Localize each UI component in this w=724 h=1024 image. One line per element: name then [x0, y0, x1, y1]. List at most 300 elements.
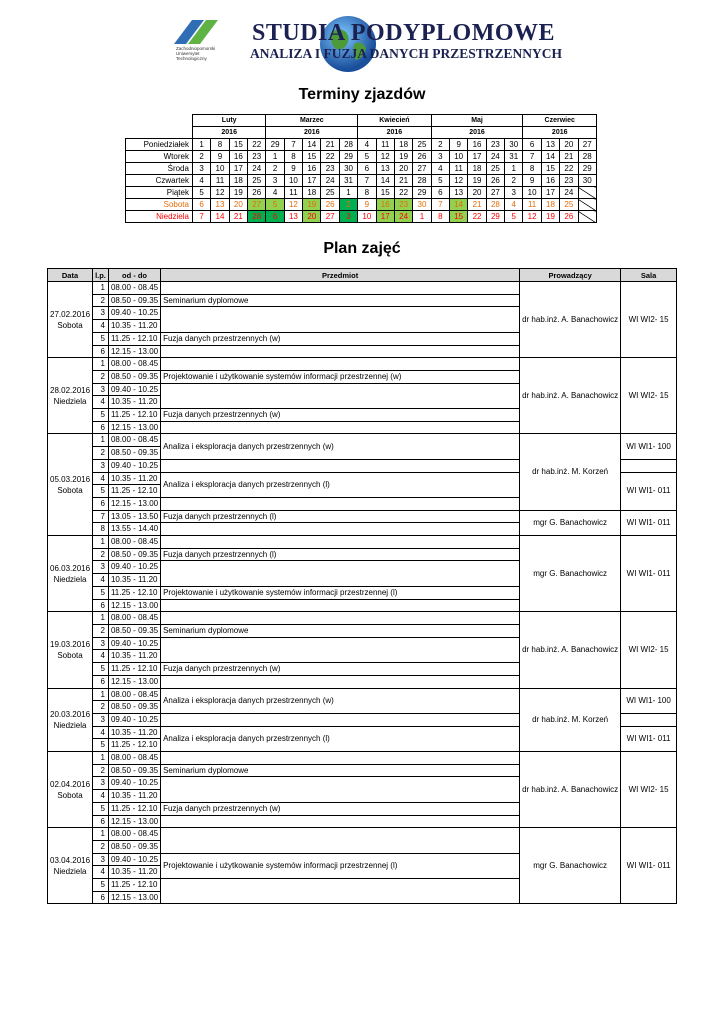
- calendar-date-cell: 29: [266, 139, 284, 151]
- calendar-date-cell: [578, 199, 596, 211]
- session-weekday: Niedziela: [53, 720, 87, 730]
- calendar-date-cell: 4: [431, 163, 449, 175]
- calendar-date-cell: 10: [450, 151, 468, 163]
- program-subtitle: ANALIZA I FUZJA DANYCH PRZESTRZENNYCH: [250, 46, 563, 61]
- calendar-date-cell: 28: [339, 139, 357, 151]
- lesson-time: 11.25 - 12.10: [108, 802, 160, 815]
- session-date-cell: [48, 536, 93, 612]
- subject-cell: Seminarium dyplomowe: [161, 624, 520, 637]
- calendar-date-cell: 12: [284, 199, 302, 211]
- subject-cell: [161, 675, 520, 688]
- terms-title: Terminy zjazdów: [298, 86, 426, 103]
- subject-cell: [161, 459, 520, 472]
- calendar-date-cell: 6: [523, 139, 541, 151]
- calendar-date-cell: 15: [541, 163, 559, 175]
- calendar-date-cell: 31: [339, 175, 357, 187]
- calendar-date-cell: 27: [248, 199, 266, 211]
- schedule-row: [48, 688, 677, 701]
- lesson-time: 08.50 - 09.35: [108, 840, 160, 853]
- calendar-month-name: Czerwiec: [523, 115, 597, 127]
- calendar-date-cell: 17: [541, 187, 559, 199]
- calendar-date-cell: 6: [358, 163, 376, 175]
- calendar-date-cell: 28: [413, 175, 431, 187]
- calendar-date-cell: 6: [431, 187, 449, 199]
- lesson-time: 13.55 - 14.40: [108, 523, 160, 536]
- lesson-number: 5: [93, 586, 109, 599]
- calendar-date-cell: 1: [266, 151, 284, 163]
- calendar-date-cell: 4: [358, 139, 376, 151]
- calendar-date-cell: 25: [413, 139, 431, 151]
- lesson-number: 4: [93, 650, 109, 663]
- calendar-date-cell: 3: [505, 187, 523, 199]
- calendar-year: 2016: [358, 127, 431, 139]
- lesson-number: 2: [93, 548, 109, 561]
- lesson-number: 3: [93, 383, 109, 396]
- lesson-number: 6: [93, 345, 109, 358]
- calendar-date-cell: 28: [248, 211, 266, 223]
- lesson-number: 1: [93, 536, 109, 549]
- lesson-time: 12.15 - 13.00: [108, 497, 160, 510]
- calendar-date-cell: 3: [266, 175, 284, 187]
- teacher-cell: dr hab.inż. M. Korzeń: [520, 434, 621, 510]
- calendar-date-cell: 1: [339, 187, 357, 199]
- calendar-date-cell: 5: [192, 187, 210, 199]
- calendar-week-row: [126, 211, 597, 223]
- calendar-week-row: [126, 199, 597, 211]
- calendar-date-cell: 4: [192, 175, 210, 187]
- calendar-date-cell: 13: [450, 187, 468, 199]
- calendar-date-cell: 24: [321, 175, 339, 187]
- room-cell: WI WI1- 100: [621, 434, 677, 459]
- lesson-time: 10.35 - 11.20: [108, 650, 160, 663]
- calendar-date-cell: 20: [303, 211, 321, 223]
- lesson-time: 08.00 - 08.45: [108, 358, 160, 371]
- lesson-time: 11.25 - 12.10: [108, 332, 160, 345]
- calendar-day-label: Wtorek: [126, 151, 193, 163]
- session-date-cell: [48, 688, 93, 752]
- lesson-number: 6: [93, 497, 109, 510]
- lesson-time: 08.00 - 08.45: [108, 282, 160, 295]
- calendar-date-cell: 9: [358, 199, 376, 211]
- calendar-date-cell: 8: [431, 211, 449, 223]
- calendar-date-cell: 8: [523, 163, 541, 175]
- subject-cell: [161, 497, 520, 510]
- calendar-date-cell: 15: [450, 211, 468, 223]
- session-date: 28.02.2016: [50, 385, 91, 395]
- calendar-day-label: Niedziela: [126, 211, 193, 223]
- calendar-date-cell: 12: [523, 211, 541, 223]
- teacher-cell: dr hab.inż. A. Banachowicz: [520, 752, 621, 828]
- lesson-number: 4: [93, 866, 109, 879]
- lesson-time: 08.00 - 08.45: [108, 536, 160, 549]
- calendar-date-cell: 7: [284, 139, 302, 151]
- lesson-time: 10.35 - 11.20: [108, 396, 160, 409]
- schedule-table: [47, 268, 677, 904]
- calendar-date-cell: 2: [505, 175, 523, 187]
- calendar-date-cell: 8: [211, 139, 229, 151]
- lesson-time: 09.40 - 10.25: [108, 853, 160, 866]
- calendar-day-label: Czwartek: [126, 175, 193, 187]
- room-cell: WI WI1- 011: [621, 472, 677, 510]
- meeting-calendar-table: [125, 114, 597, 223]
- lesson-time: 12.15 - 13.00: [108, 421, 160, 434]
- session-date: 27.02.2016: [50, 309, 91, 319]
- calendar-week-row: [126, 163, 597, 175]
- lesson-number: 6: [93, 421, 109, 434]
- subject-cell: Seminarium dyplomowe: [161, 764, 520, 777]
- teacher-cell: dr hab.inż. M. Korzeń: [520, 688, 621, 752]
- calendar-date-cell: 4: [266, 187, 284, 199]
- lesson-time: 08.00 - 08.45: [108, 828, 160, 841]
- calendar-week-row: [126, 139, 597, 151]
- calendar-date-cell: 12: [450, 175, 468, 187]
- calendar-month-name: Marzec: [266, 115, 358, 127]
- session-date: 06.03.2016: [50, 563, 91, 573]
- calendar-date-cell: 3: [339, 211, 357, 223]
- room-cell: WI WI1- 100: [621, 688, 677, 713]
- calendar-date-cell: 25: [486, 163, 504, 175]
- subject-cell: Analiza i eksploracja danych przestrzennych (w): [161, 434, 520, 459]
- session-date-cell: [48, 434, 93, 536]
- subject-cell: [161, 536, 520, 549]
- schedule-header-room: Sala: [621, 269, 677, 282]
- lesson-number: 6: [93, 815, 109, 828]
- schedule-row: [48, 282, 677, 295]
- calendar-date-cell: 5: [266, 199, 284, 211]
- lesson-time: 08.50 - 09.35: [108, 548, 160, 561]
- calendar-date-cell: 19: [303, 199, 321, 211]
- calendar-date-cell: 10: [211, 163, 229, 175]
- subject-cell: [161, 282, 520, 295]
- calendar-date-cell: 14: [211, 211, 229, 223]
- lesson-time: 08.50 - 09.35: [108, 764, 160, 777]
- session-date-cell: [48, 752, 93, 828]
- calendar-date-cell: 11: [523, 199, 541, 211]
- room-cell: WI WI2- 15: [621, 752, 677, 828]
- lesson-time: 11.25 - 12.10: [108, 879, 160, 892]
- logo-line-3: Technologiczny: [176, 56, 207, 61]
- subject-cell: Fuzja danych przestrzennych (w): [161, 332, 520, 345]
- lesson-time: 13.05 - 13.50: [108, 510, 160, 523]
- calendar-date-cell: 21: [468, 199, 486, 211]
- calendar-year: 2016: [266, 127, 358, 139]
- lesson-number: 5: [93, 802, 109, 815]
- teacher-cell: mgr G. Banachowicz: [520, 536, 621, 612]
- calendar-date-cell: 12: [376, 151, 394, 163]
- calendar-week-row: [126, 151, 597, 163]
- calendar-date-cell: 18: [468, 163, 486, 175]
- calendar-date-cell: 20: [560, 139, 578, 151]
- calendar-corner: [126, 127, 193, 139]
- calendar-date-cell: 18: [394, 139, 412, 151]
- calendar-corner: [126, 115, 193, 127]
- schedule-header-teacher: Prowadzący: [520, 269, 621, 282]
- lesson-time: 09.40 - 10.25: [108, 383, 160, 396]
- calendar-day-label: Poniedziałek: [126, 139, 193, 151]
- calendar-date-cell: 20: [468, 187, 486, 199]
- lesson-number: 4: [93, 396, 109, 409]
- calendar-date-cell: 30: [413, 199, 431, 211]
- room-cell: WI WI1- 011: [621, 726, 677, 751]
- lesson-number: 3: [93, 853, 109, 866]
- lesson-number: 2: [93, 370, 109, 383]
- lesson-time: 09.40 - 10.25: [108, 777, 160, 790]
- teacher-cell: dr hab.inż. A. Banachowicz: [520, 358, 621, 434]
- calendar-date-cell: 10: [358, 211, 376, 223]
- calendar-day-label: Środa: [126, 163, 193, 175]
- program-title: STUDIA PODYPLOMOWE: [252, 20, 556, 46]
- calendar-date-cell: 11: [376, 139, 394, 151]
- calendar-month-name: Kwiecień: [358, 115, 431, 127]
- calendar-date-cell: 18: [541, 199, 559, 211]
- schedule-header-subject: Przedmiot: [161, 269, 520, 282]
- calendar-date-cell: 1: [413, 211, 431, 223]
- subject-cell: [161, 599, 520, 612]
- calendar-date-cell: 31: [505, 151, 523, 163]
- lesson-time: 11.25 - 12.10: [108, 663, 160, 676]
- calendar-date-cell: 7: [358, 175, 376, 187]
- lesson-time: 08.00 - 08.45: [108, 688, 160, 701]
- subject-cell: [161, 777, 520, 802]
- calendar-month-name: Luty: [192, 115, 265, 127]
- session-date: 20.03.2016: [50, 709, 91, 719]
- calendar-week-row: [126, 187, 597, 199]
- calendar-date-cell: 16: [376, 199, 394, 211]
- lesson-number: 2: [93, 624, 109, 637]
- lesson-number: 3: [93, 307, 109, 320]
- calendar-date-cell: 9: [523, 175, 541, 187]
- lesson-number: 7: [93, 510, 109, 523]
- subject-cell: Fuzja danych przestrzennych (l): [161, 548, 520, 561]
- subject-cell: [161, 828, 520, 853]
- subject-cell: [161, 815, 520, 828]
- lesson-number: 6: [93, 891, 109, 904]
- schedule-header-date: Data: [48, 269, 93, 282]
- lesson-time: 12.15 - 13.00: [108, 675, 160, 688]
- lesson-number: 5: [93, 739, 109, 752]
- lesson-number: 3: [93, 777, 109, 790]
- calendar-date-cell: 18: [229, 175, 247, 187]
- session-date-cell: [48, 612, 93, 688]
- subject-cell: Fuzja danych przestrzennych (w): [161, 663, 520, 676]
- calendar-date-cell: 6: [266, 211, 284, 223]
- schedule-row: [48, 828, 677, 841]
- lesson-number: 3: [93, 459, 109, 472]
- lesson-time: 11.25 - 12.10: [108, 409, 160, 422]
- teacher-cell: dr hab.inż. A. Banachowicz: [520, 612, 621, 688]
- room-cell: WI WI1- 011: [621, 828, 677, 904]
- lesson-time: 10.35 - 11.20: [108, 790, 160, 803]
- calendar-date-cell: 26: [248, 187, 266, 199]
- schedule-header-lp: l.p.: [93, 269, 109, 282]
- calendar-month-name: Maj: [431, 115, 523, 127]
- calendar-date-cell: 9: [450, 139, 468, 151]
- calendar-date-cell: 27: [413, 163, 431, 175]
- calendar-date-cell: 13: [284, 211, 302, 223]
- room-cell: WI WI1- 011: [621, 536, 677, 612]
- calendar-date-cell: 9: [284, 163, 302, 175]
- calendar-date-cell: 7: [192, 211, 210, 223]
- calendar-date-cell: 20: [229, 199, 247, 211]
- lesson-number: 6: [93, 599, 109, 612]
- lesson-number: 1: [93, 612, 109, 625]
- calendar-date-cell: 21: [229, 211, 247, 223]
- calendar-date-cell: 9: [211, 151, 229, 163]
- schedule-row: [48, 510, 677, 523]
- lesson-number: 2: [93, 294, 109, 307]
- calendar-date-cell: 3: [192, 163, 210, 175]
- calendar-date-cell: 25: [321, 187, 339, 199]
- calendar-date-cell: 21: [394, 175, 412, 187]
- lesson-number: 1: [93, 434, 109, 447]
- calendar-date-cell: 26: [486, 175, 504, 187]
- lesson-time: 12.15 - 13.00: [108, 345, 160, 358]
- calendar-date-cell: 19: [468, 175, 486, 187]
- calendar-date-cell: 11: [450, 163, 468, 175]
- calendar-date-cell: 27: [578, 139, 596, 151]
- header: [170, 14, 570, 70]
- subject-cell: Projektowanie i użytkowanie systemów informacji przestrzennej (w): [161, 370, 520, 383]
- lesson-time: 10.35 - 11.20: [108, 866, 160, 879]
- lesson-time: 10.35 - 11.20: [108, 726, 160, 739]
- lesson-number: 5: [93, 485, 109, 498]
- lesson-time: 08.00 - 08.45: [108, 434, 160, 447]
- lesson-number: 4: [93, 472, 109, 485]
- lesson-number: 4: [93, 726, 109, 739]
- calendar-date-cell: 24: [560, 187, 578, 199]
- calendar-year-row: [126, 127, 597, 139]
- teacher-cell: dr hab.inż. A. Banachowicz: [520, 282, 621, 358]
- calendar-date-cell: 23: [394, 199, 412, 211]
- calendar-date-cell: 27: [486, 187, 504, 199]
- lesson-time: 12.15 - 13.00: [108, 891, 160, 904]
- room-cell: [621, 459, 677, 472]
- session-date: 02.04.2016: [50, 779, 91, 789]
- calendar-date-cell: 17: [468, 151, 486, 163]
- calendar-date-cell: 23: [560, 175, 578, 187]
- subject-cell: Analiza i eksploracja danych przestrzennych (l): [161, 472, 520, 497]
- subject-cell: [161, 358, 520, 371]
- calendar-date-cell: 19: [541, 211, 559, 223]
- subject-cell: [161, 713, 520, 726]
- calendar-date-cell: 22: [321, 151, 339, 163]
- subject-cell: [161, 345, 520, 358]
- calendar-date-cell: 24: [394, 211, 412, 223]
- calendar-date-cell: 17: [229, 163, 247, 175]
- subject-cell: [161, 421, 520, 434]
- lesson-time: 09.40 - 10.25: [108, 459, 160, 472]
- lesson-time: 11.25 - 12.10: [108, 586, 160, 599]
- calendar-date-cell: 14: [541, 151, 559, 163]
- session-date: 03.04.2016: [50, 855, 91, 865]
- lesson-number: 1: [93, 358, 109, 371]
- session-weekday: Sobota: [57, 790, 83, 800]
- calendar-date-cell: 2: [192, 151, 210, 163]
- calendar-date-cell: 7: [523, 151, 541, 163]
- lesson-time: 09.40 - 10.25: [108, 713, 160, 726]
- calendar-date-cell: 23: [248, 151, 266, 163]
- calendar-date-cell: 15: [376, 187, 394, 199]
- calendar-date-cell: 10: [284, 175, 302, 187]
- calendar-year: 2016: [523, 127, 597, 139]
- calendar-date-cell: 2: [339, 199, 357, 211]
- room-cell: WI WI2- 15: [621, 612, 677, 688]
- lesson-number: 8: [93, 523, 109, 536]
- subject-cell: Analiza i eksploracja danych przestrzennych (w): [161, 688, 520, 713]
- session-weekday: Niedziela: [53, 866, 87, 876]
- lesson-time: 12.15 - 13.00: [108, 815, 160, 828]
- calendar-date-cell: 19: [394, 151, 412, 163]
- calendar-date-cell: 21: [560, 151, 578, 163]
- calendar-date-cell: 29: [339, 151, 357, 163]
- lesson-time: 09.40 - 10.25: [108, 561, 160, 574]
- session-weekday: Sobota: [57, 485, 83, 495]
- lesson-time: 08.50 - 09.35: [108, 624, 160, 637]
- calendar-date-cell: 5: [505, 211, 523, 223]
- lesson-time: 09.40 - 10.25: [108, 637, 160, 650]
- session-date-cell: [48, 282, 93, 358]
- room-cell: WI WI1- 011: [621, 510, 677, 535]
- lesson-time: 09.40 - 10.25: [108, 307, 160, 320]
- calendar-date-cell: [578, 211, 596, 223]
- calendar-date-cell: 11: [211, 175, 229, 187]
- teacher-cell: mgr G. Banachowicz: [520, 510, 621, 535]
- lesson-time: 08.00 - 08.45: [108, 612, 160, 625]
- lesson-number: 1: [93, 828, 109, 841]
- lesson-number: 1: [93, 752, 109, 765]
- session-date-cell: [48, 828, 93, 904]
- logo-line-1: Zachodniopomorski: [176, 46, 216, 51]
- calendar-date-cell: [578, 187, 596, 199]
- calendar-date-cell: 23: [321, 163, 339, 175]
- calendar-date-cell: 28: [578, 151, 596, 163]
- calendar-date-cell: 24: [486, 151, 504, 163]
- lesson-time: 08.50 - 09.35: [108, 447, 160, 460]
- calendar-date-cell: 1: [505, 163, 523, 175]
- calendar-date-cell: 22: [468, 211, 486, 223]
- calendar-date-cell: 15: [303, 151, 321, 163]
- subject-cell: Fuzja danych przestrzennych (w): [161, 802, 520, 815]
- subject-cell: [161, 612, 520, 625]
- session-weekday: Niedziela: [53, 396, 87, 406]
- calendar-date-cell: 30: [339, 163, 357, 175]
- schedule-row: [48, 612, 677, 625]
- calendar-date-cell: 2: [266, 163, 284, 175]
- calendar-date-cell: 16: [229, 151, 247, 163]
- calendar-date-cell: 2: [431, 139, 449, 151]
- schedule-row: [48, 358, 677, 371]
- calendar-day-label: Piątek: [126, 187, 193, 199]
- subject-cell: Projektowanie i użytkowanie systemów informacji przestrzennej (l): [161, 586, 520, 599]
- calendar-date-cell: 25: [248, 175, 266, 187]
- calendar-date-cell: 26: [413, 151, 431, 163]
- calendar-date-cell: 8: [358, 187, 376, 199]
- lesson-number: 5: [93, 879, 109, 892]
- calendar-date-cell: 3: [431, 151, 449, 163]
- session-date: 19.03.2016: [50, 639, 91, 649]
- lesson-number: 2: [93, 840, 109, 853]
- calendar-date-cell: 29: [578, 163, 596, 175]
- session-date: 05.03.2016: [50, 474, 91, 484]
- calendar-date-cell: 14: [303, 139, 321, 151]
- subject-cell: [161, 307, 520, 332]
- lesson-number: 4: [93, 320, 109, 333]
- calendar-week-row: [126, 175, 597, 187]
- calendar-date-cell: 20: [394, 163, 412, 175]
- calendar-date-cell: 22: [394, 187, 412, 199]
- calendar-date-cell: 30: [578, 175, 596, 187]
- calendar-date-cell: 13: [376, 163, 394, 175]
